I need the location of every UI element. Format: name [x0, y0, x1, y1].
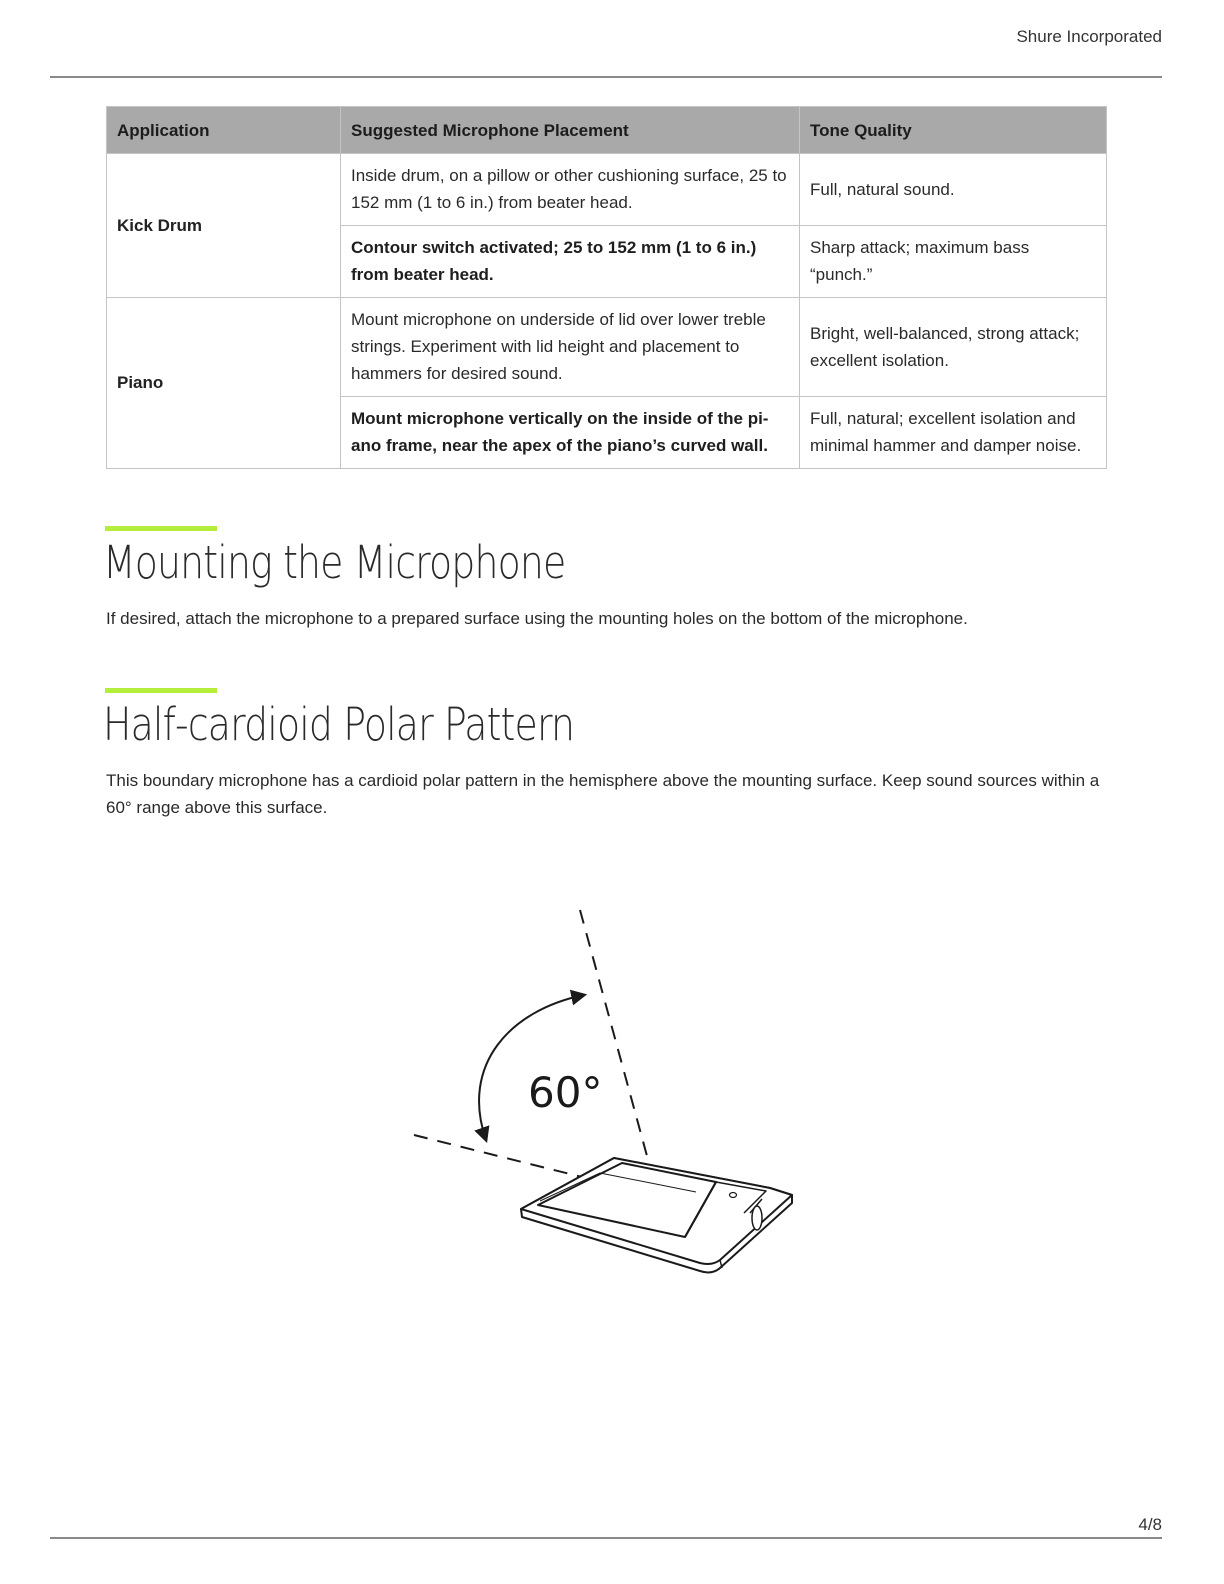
application-cell-kick-drum: Kick Drum	[107, 154, 341, 298]
polar-pattern-figure	[400, 895, 820, 1285]
column-header-application: Application	[107, 107, 341, 154]
page-number: 4/8	[1138, 1515, 1162, 1534]
tone-cell: Full, natural; excellent isolation and minimal hammer and damper noise.	[800, 397, 1107, 469]
section-accent-bar-polar	[105, 688, 217, 693]
table-row	[107, 154, 1107, 226]
tone-cell: Bright, well-balanced, strong attack; excellent isolation.	[800, 298, 1107, 397]
boundary-microphone-drawing	[521, 1158, 792, 1272]
section-body-mounting: If desired, attach the microphone to a prepared surface using the mounting holes on the bottom of the microphone.	[106, 609, 968, 628]
surface-dashed-line	[414, 1135, 590, 1179]
section-accent-bar-mounting	[105, 526, 217, 531]
placement-cell: Mount microphone vertically on the inside of the pi-ano frame, near the apex of the piano’s curved wall.	[341, 397, 800, 469]
table-row	[107, 298, 1107, 397]
application-cell-piano: Piano	[107, 298, 341, 469]
section-title-mounting: Mounting the Microphone	[103, 536, 566, 589]
placement-cell: Inside drum, on a pillow or other cushioning surface, 25 to 152 mm (1 to 6 in.) from beater head.	[341, 154, 800, 226]
column-header-tone: Tone Quality	[800, 107, 1107, 154]
header-company-name: Shure Incorporated	[1016, 27, 1162, 46]
placement-table	[106, 106, 1107, 469]
tone-cell: Sharp attack; maximum bass “punch.”	[800, 226, 1107, 298]
section-title-polar: Half-cardioid Polar Pattern	[103, 698, 575, 751]
placement-cell: Contour switch activated; 25 to 152 mm (1 to 6 in.) from beater head.	[341, 226, 800, 298]
footer-divider	[50, 1537, 1162, 1539]
header-divider	[50, 76, 1162, 78]
table-header-row	[107, 107, 1107, 154]
tone-cell: Full, natural sound.	[800, 154, 1107, 226]
column-header-placement: Suggested Microphone Placement	[341, 107, 800, 154]
placement-cell: Mount microphone on underside of lid over lower treble strings. Experiment with lid height and placement to hammers for desired sound.	[341, 298, 800, 397]
angle-label: 60°	[528, 1068, 603, 1117]
section-body-polar: This boundary microphone has a cardioid polar pattern in the hemisphere above the mounting surface. Keep sound sources within a 60° range above this surface.	[106, 771, 1100, 817]
sixty-degree-dashed-line	[580, 910, 650, 1167]
